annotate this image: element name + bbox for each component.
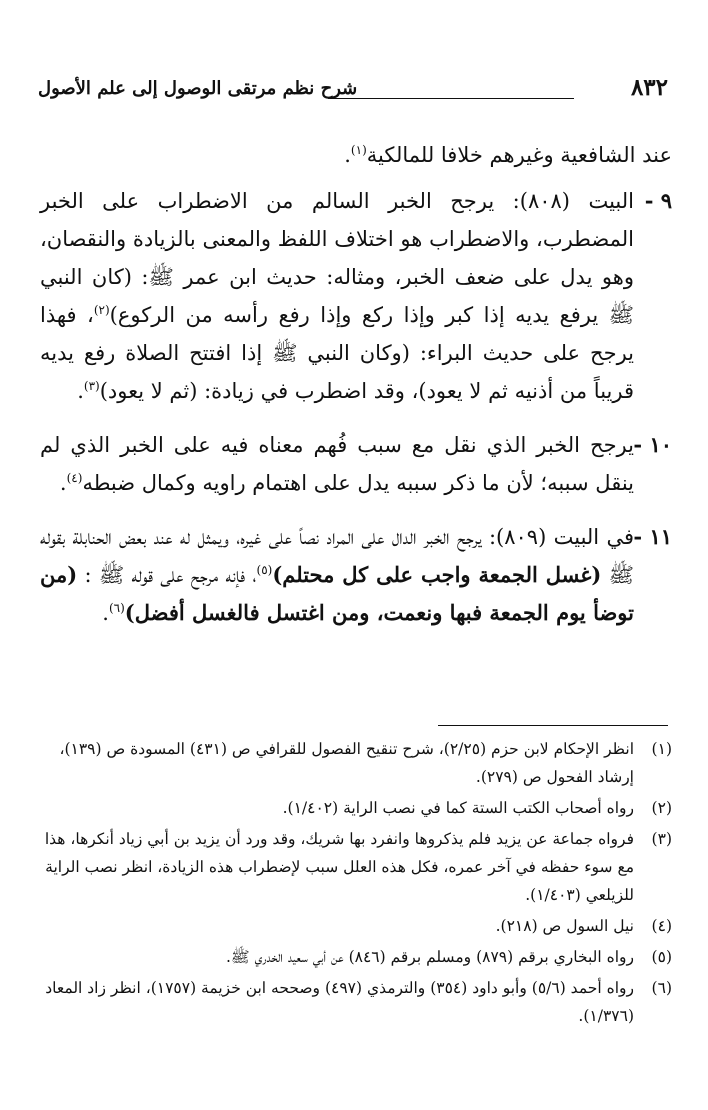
hadith-quote: (من توضأ يوم الجمعة فبها ونعمت، ومن اغتسل فالغسل أفضل) [40,562,634,625]
footnote-number: (١) [651,740,672,758]
footnote-number: (٦) [651,979,672,997]
list-item [40,518,672,632]
list-item [40,182,672,410]
item-number: ١٠ - [633,432,672,457]
footnote-text: رواه أصحاب الكتب الستة كما في نصب الراية (١/٤٠٢). [282,799,634,817]
footnote-number: (٢) [651,799,672,817]
page-header [38,74,668,110]
item-text: . [77,379,84,403]
running-title: شرح نظم مرتقى الوصول إلى علم الأصول [38,78,358,99]
item-text: في البيت (٨٠٩): يرجح الخبر الدال على المراد نصاً على غيره، ويمثل له عند بعض الحنابلة بقوله ﷺ [40,525,634,587]
item-text: ، فهذا يرجح على حديث البراء: (وكان النبي ﷺ إذا افتتح الصلاة رفع يديه قريباً من أذنيه ثم لا يعود)، وقد اضطرب في زيادة: (ثم لا يعود) [40,303,634,403]
footnote-number: (٣) [651,830,672,848]
footnote-ref[interactable]: (٣) [83,379,100,393]
hadith-quote: (غسل الجمعة واجب على كل محتلم) [272,562,602,587]
footnote-ref[interactable]: (٦) [108,601,125,615]
footnote-separator [438,725,668,726]
footnote [40,735,672,791]
footnote-ref[interactable]: (٥) [256,563,273,577]
intro-paragraph [40,136,672,174]
item-number: ٩ - [644,188,672,213]
footnote-number: (٤) [651,917,672,935]
item-text: . [102,601,109,625]
item-text: يرجح الخبر الذي نقل مع سبب فُهم معناه فيه على الخبر الذي لم ينقل سببه؛ لأن ما ذكر سببه يدل على اهتمام راويه وكمال ضبطه [40,433,634,495]
footnote [40,794,672,822]
intro-end: . [344,143,351,167]
footnote-ref[interactable]: (٤) [66,471,83,485]
footnote-text: نيل السول ص (٢١٨). [495,917,634,935]
page-number: ٨٣٢ [630,74,668,101]
item-text: . [59,471,67,495]
intro-text: عند الشافعية وغيرهم خلافا للمالكية [366,143,672,167]
footnote-text: رواه البخاري برقم (٨٧٩) ومسلم برقم (٨٤٦) عن أبي سعيد الخدري ﷺ. [225,948,634,966]
footnote-ref[interactable]: (٢) [93,303,110,317]
main-text [40,136,672,648]
footnote-text: انظر الإحكام لابن حزم (٢/٢٥)، شرح تنقيح الفصول للقرافي ص (٤٣١) المسودة ص (١٣٩)، إرشاد الفحول ص (٢٧٩). [59,740,634,786]
footnote-number: (٥) [651,948,672,966]
footnote-text: رواه أحمد (٥/٦) وأبو داود (٣٥٤) والترمذي (٤٩٧) وصححه ابن خزيمة (١٧٥٧)، انظر زاد المعاد (١/٣٧٦). [45,979,634,1025]
footnote-ref[interactable]: (١) [350,143,367,157]
footnotes [40,735,672,1033]
list-item [40,426,672,502]
footnote [40,974,672,1030]
footnote [40,912,672,940]
item-text: ، فإنه مرجح على قوله ﷺ : [84,563,257,587]
header-rule [328,98,574,99]
footnote [40,825,672,909]
footnote [40,943,672,971]
item-text: البيت (٨٠٨): يرجح الخبر السالم من الاضطراب على الخبر المضطرب، والاضطراب هو اختلاف اللفظ والمعنى بالزيادة والنقصان، وهو يدل على ضعف الخبر، ومثاله: حديث ابن عمر ﷺ: (كان النبي ﷺ يرفع يديه إذا كبر وإذا ركع وإذا رفع رأسه من الركوع) [40,189,634,327]
footnote-text: فرواه جماعة عن يزيد فلم يذكروها وانفرد بها شريك، وقد ورد أن يزيد بن أبي زياد أنكرها، هذا مع سوء حفظه في آخر عمره، فكل هذه العلل سبب لإضطراب هذه الزيادة، انظر نصب الراية للزيلعي (١/٤٠٣). [44,830,634,904]
item-number: ١١ - [633,524,672,549]
